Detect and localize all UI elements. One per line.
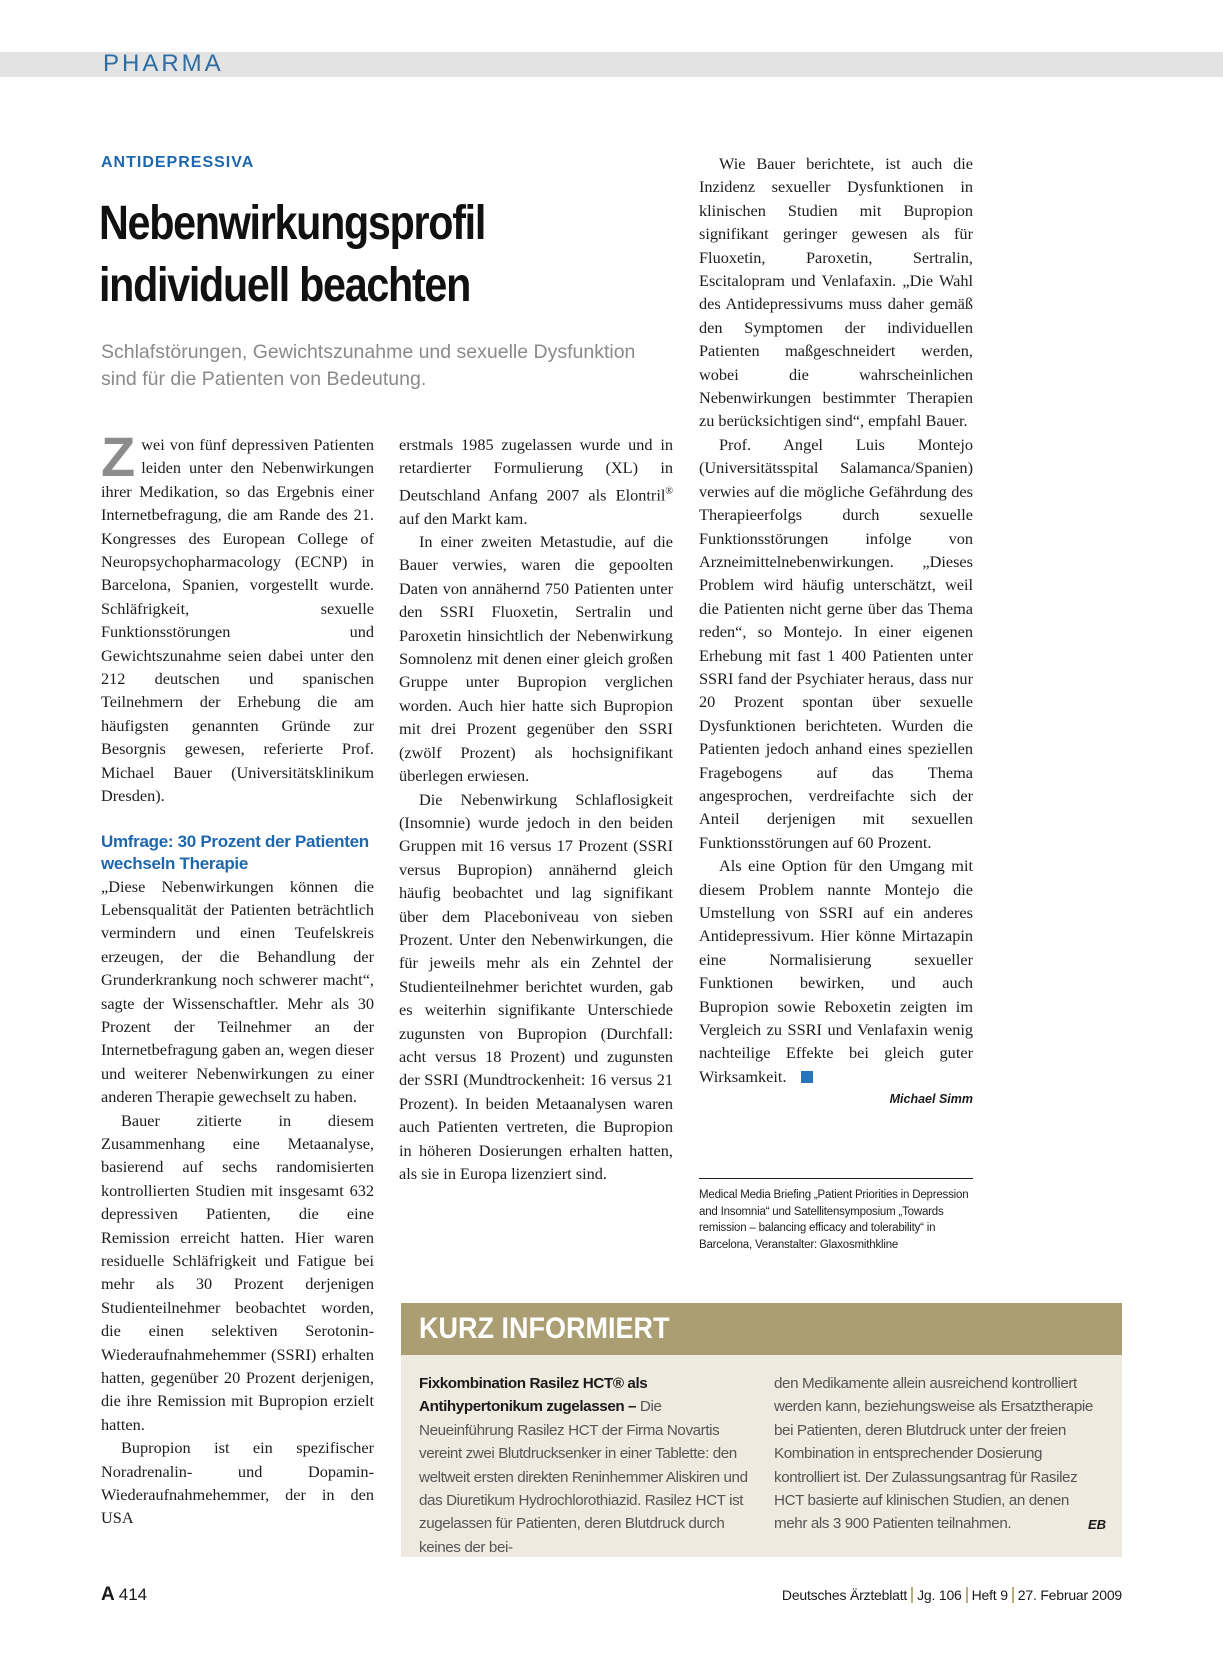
kurz-column-2: den Medikamente allein ausreichend kontrolliert werden kann, beziehungsweise als Ersatztherapie bei Patienten, deren Blutdruck unter der freien Kombination in entsprechender Dosierung kontrolliert ist. Der Zulassungsantrag für Rasilez HCT basierte auf klinischen Studien, an denen mehr als 3 900 Patienten teilnahmen. <box>774 1375 1093 1533</box>
section-label: PHARMA <box>103 50 224 77</box>
page-number-value: 414 <box>118 1585 148 1604</box>
kurz-informiert-title: KURZ INFORMIERT <box>419 1312 670 1345</box>
kurz-informiert-header <box>401 1303 1122 1355</box>
headline-line-2: individuell beachten <box>99 259 471 312</box>
source-note: Medical Media Briefing „Patient Priorities in Depression and Insomnia“ und Satellitensymposium „Towards remission – balancing efficacy and tolerability“ in Barcelona, Veranstalter: Glaxosmithkline <box>699 1189 969 1251</box>
text-column-1 <box>101 425 374 1530</box>
kurz-informiert-box <box>401 1303 1122 1557</box>
source-divider <box>699 1178 973 1179</box>
paragraph-5: In einer zweiten Metastudie, auf die Bauer verwies, waren die gepoolten Daten von annähernd 750 Patienten unter den SSRI Fluoxetin, Sertralin und Paroxetin hinsichtlich der Nebenwirkung Somnolenz mit denen einer gleich großen Gruppe unter Bupropion verglichen worden. Auch hier hatte sich Bupropion mit drei Prozent gegenüber den SSRI (zwölf Prozent) als hochsignifikant überlegen erwiesen. <box>399 532 673 786</box>
kurz-lead: Fixkombination Rasilez HCT® als Antihypertonikum zugelassen – <box>419 1375 648 1416</box>
article-headline <box>99 193 699 317</box>
paragraph-4-continued-end: auf den Markt kam. <box>399 508 528 528</box>
article-kicker: ANTIDEPRESSIVA <box>101 154 255 171</box>
page-prefix: A <box>101 1584 115 1605</box>
paragraph-1-text: wei von fünf depressiven Patienten leiden unter den Nebenwirkungen ihrer Medikation, so das Ergebnis einer Internetbefragung, die am Rande des 21. Kongresses des European College of Neuropsychopharmacology (ECNP) in Barcelona, Spanien, vorgestellt wurde. Schläfrigkeit, sexuelle Funktionsstörungen und Gewichtszunahme seien dabei unter den 212 deutschen und spanischen Teilnehmern der Erhebung die am häufigsten genannten Gründe zur Besorgnis gewesen, referierte Prof. Michael Bauer (Universitätsklinikum Dresden). <box>101 435 374 806</box>
paragraph-7: Wie Bauer berichtete, ist auch die Inzidenz sexueller Dysfunktionen in klinischen Studien mit Bupropion signifikant geringer gewesen als für Fluoxetin, Paroxetin, Sertralin, Escitalopram und Venlafaxin. „Die Wahl des Antidepressivums muss daher gemäß den Symptomen der individuellen Patienten maßgeschneidert werden, wobei die wahrscheinlichen Nebenwirkungen bestimmter Therapien zu berücksichtigen sind“, empfahl Bauer. <box>699 154 973 431</box>
journal-volume: Jg. 106 <box>917 1587 962 1603</box>
journal-date: 27. Februar 2009 <box>1017 1587 1122 1603</box>
article-subtitle: Schlafstörungen, Gewichtszunahme und sexuelle Dysfunktion sind für die Patienten von Bedeutung. <box>101 341 636 390</box>
paragraph-4-continued <box>399 433 673 530</box>
journal-footer <box>782 1587 1122 1603</box>
paragraph-intro <box>101 425 374 808</box>
end-mark-icon <box>801 1071 813 1083</box>
page-number <box>101 1584 147 1606</box>
paragraph-2: „Diese Nebenwirkungen können die Lebensqualität der Patienten beträchtlich vermindern und einen Teufelskreis erzeugen, der die Behandlung der Grunderkrankung noch schwerer macht“, sagte der Wissenschaftler. Mehr als 30 Prozent der Teilnehmer an der Internetbefragung gaben an, wegen dieser und weiterer Nebenwirkungen zu einer anderen Therapie gewechselt zu haben. <box>101 876 374 1107</box>
kurz-column-1 <box>419 1372 749 1559</box>
footer-separator <box>1012 1587 1014 1603</box>
footer-separator <box>966 1587 968 1603</box>
journal-name: Deutsches Ärzteblatt <box>781 1587 908 1603</box>
text-column-2 <box>399 433 673 1185</box>
footer-separator <box>911 1587 913 1603</box>
text-column-3 <box>699 152 973 1110</box>
paragraph-4: Bupropion ist ein spezifischer Noradrenalin- und Dopamin-Wiederaufnahmehemmer, der in den USA <box>101 1438 374 1528</box>
kurz-text-1: Die Neueinführung Rasilez HCT der Firma Novartis vereint zwei Blutdrucksenker in einer Tablette: den weltweit ersten direkten Reninhemmer Aliskiren und das Diuretikum Hydrochlorothiazid. Rasilez HCT ist zugelassen für Patienten, deren Blutdruck durch keines der bei- <box>419 1398 748 1556</box>
paragraph-3: Bauer zitierte in diesem Zusammenhang eine Metaanalyse, basierend auf sechs randomisierten kontrollierten Studien mit insgesamt 632 depressiven Patienten, die eine Remission erreicht hatten. Hier waren residuelle Schläfrigkeit und Fatigue bei mehr als 30 Prozent derjenigen Studienteilnehmer beobachtet worden, die einen selektiven Serotonin-Wiederaufnahmehemmer (SSRI) erhalten hatten, gegenüber 20 Prozent derjenigen, die ihre Remission mit Bupropion erzielt hatten. <box>101 1110 374 1434</box>
drop-cap: Z <box>101 425 136 488</box>
paragraph-9-text: Als eine Option für den Umgang mit diesem Problem nannte Montejo die Umstellung von SSRI auf ein anderes Antidepressivum. Hier könne Mirtazapin eine Normalisierung sexueller Funktionen bewirken, und auch Bupropion sowie Reboxetin zeigten im Vergleich zu SSRI und Venlafaxin wenig nachteilige Effekte bei gleich guter Wirksamkeit. <box>699 856 973 1086</box>
paragraph-9 <box>699 854 973 1088</box>
author-name: Michael Simm <box>889 1092 973 1107</box>
headline-line-1: Nebenwirkungsprofil <box>99 197 486 250</box>
paragraph-8: Prof. Angel Luis Montejo (Universitätsspital Salamanca/Spanien) verwies auf die mögliche Gefährdung des Therapieerfolgs durch sexuelle Funktionsstörungen infolge von Arzneimittelnebenwirkungen. „Dieses Problem wird häufig unterschätzt, weil die Patienten nicht gerne über das Thema reden“, so Montejo. In einer eigenen Erhebung mit fast 1 400 Patienten unter SSRI fand der Psychiater heraus, dass nur 20 Prozent spontan über sexuelle Dysfunktionen berichteten. Wurden die Patienten jedoch anhand eines speziellen Fragebogens auf das Thema angesprochen, verdreifachte sich der Anteil derjenigen mit sexuellen Funktionsstörungen auf 60 Prozent. <box>699 434 973 852</box>
paragraph-6: Die Nebenwirkung Schlaflosigkeit (Insomnie) wurde jedoch in den beiden Gruppen mit 16 versus 17 Prozent (SSRI versus Bupropion) annähernd gleich häufig beobachtet und lag signifikant über dem Placeboniveau von sieben Prozent. Unter den Nebenwirkungen, die für jeweils mehr als ein Zehntel der Studienteilnehmer berichtet wurden, gab es weiterhin signifikante Unterschiede zugunsten von Bupropion (Durchfall: acht versus 18 Prozent) und zugunsten der SSRI (Mundtrockenheit: 16 versus 21 Prozent). In beiden Metaanalysen waren auch Patienten vertreten, die Bupropion in höheren Dosierungen erhalten hatten, als sie in Europa lizenziert sind. <box>399 789 673 1184</box>
paragraph-4-continued-text: erstmals 1985 zugelassen wurde und in retardierter Formulierung (XL) in Deutschland Anfang 2007 als Elontril <box>399 435 673 505</box>
registered-mark: ® <box>665 485 673 497</box>
journal-issue: Heft 9 <box>971 1587 1008 1603</box>
kurz-signature: EB <box>1087 1517 1106 1532</box>
subheading: Umfrage: 30 Prozent der Patienten wechseln Therapie <box>101 831 369 873</box>
